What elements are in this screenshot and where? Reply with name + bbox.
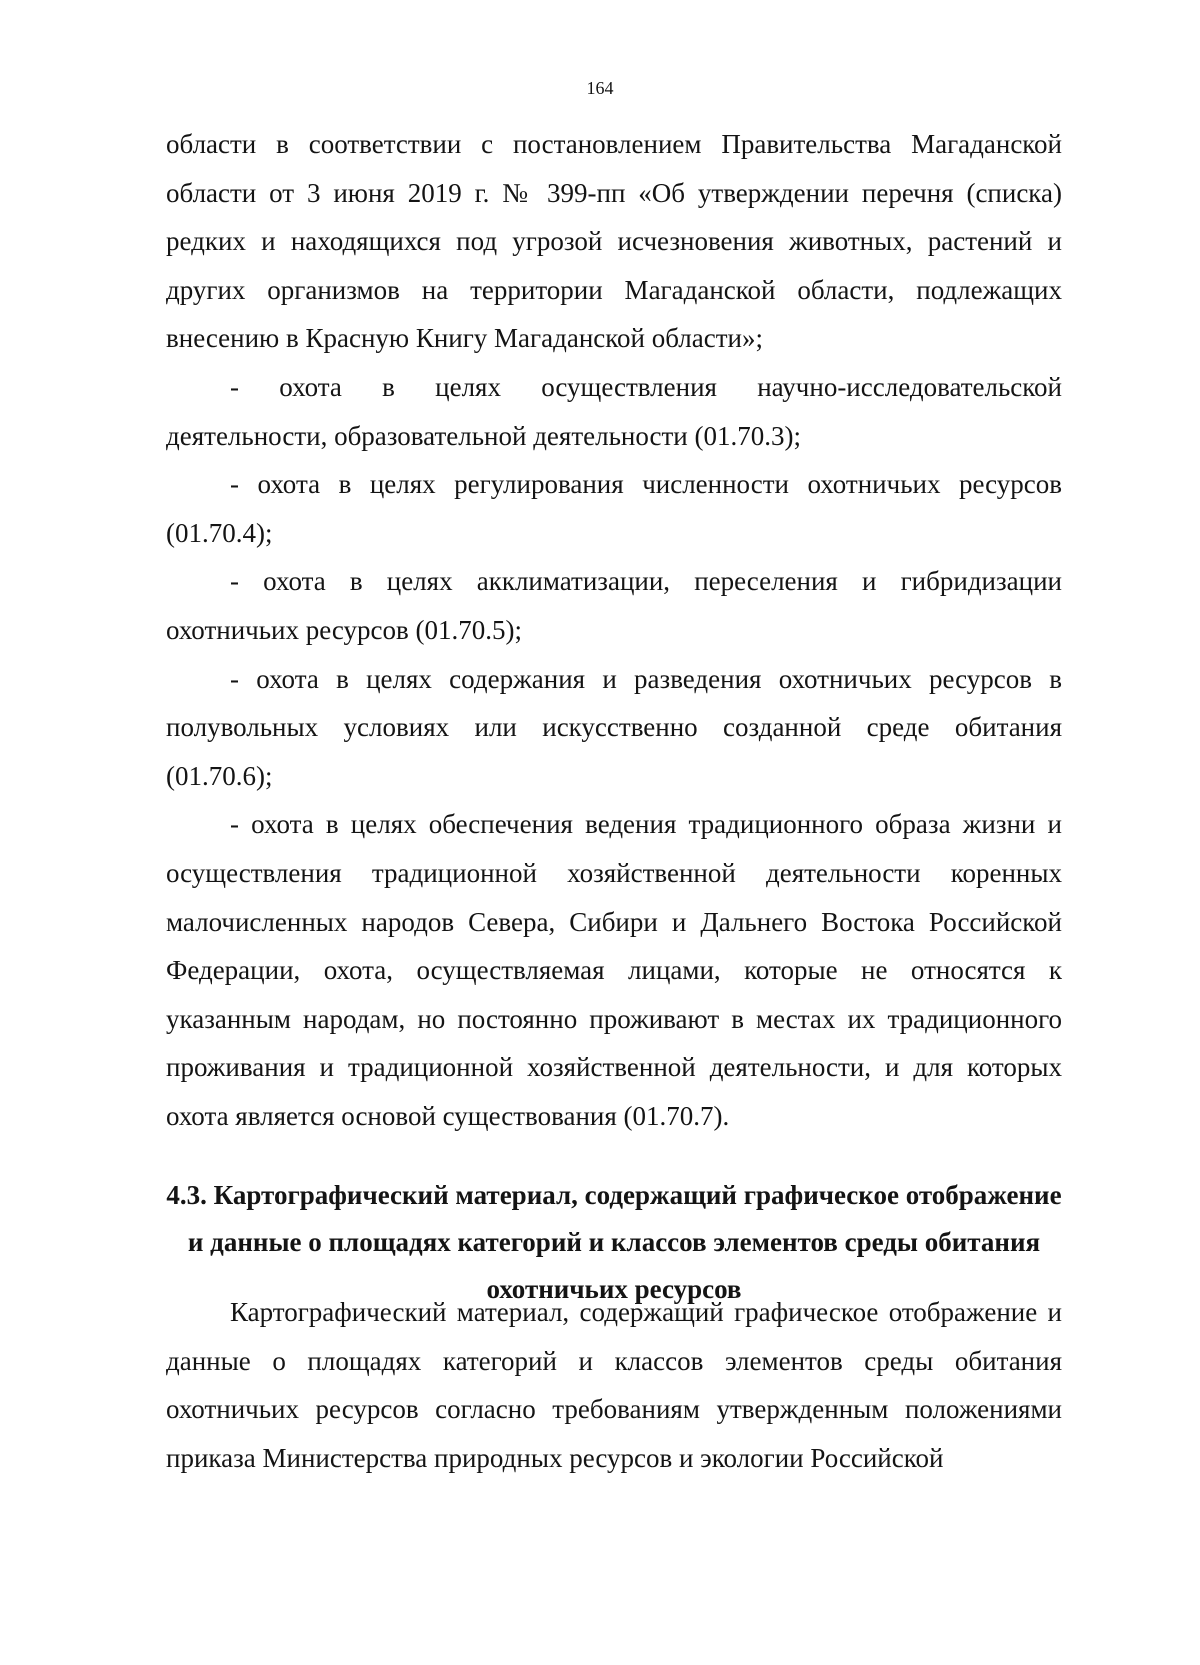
- paragraph-continuation: области в соответствии с постановлением Правительства Магаданской области от 3 июня 2019 г. № 399-пп «Об утверждении перечня (списка) редких и находящихся под угрозой исчезновения животных, растений и других организмов на территории Магаданской области, подлежащих внесению в Красную Книгу Магаданской области»;: [166, 129, 1062, 354]
- list-item-semi-free-breeding: - охота в целях содержания и разведения охотничьих ресурсов в полувольных условиях или искусственно созданной среде обитания (01.70.6);: [166, 663, 1062, 791]
- page-number: 164: [586, 78, 614, 98]
- list-item-traditional-lifestyle: - охота в целях обеспечения ведения традиционного образа жизни и осуществления традиционной хозяйственной деятельности коренных малочисленных народов Севера, Сибири и Дальнего Востока Российской Федерации, охота, осуществляемая лицами, которые не относятся к указанным народам, но постоянно проживают в местах их традиционного проживания и традиционной хозяйственной деятельности, и для которых охота является основой существования (01.70.7).: [166, 809, 1062, 1131]
- section-heading: 4.3. Картографический материал, содержащий графическое отображение и данные о площадях категорий и классов элементов среды обитания охотничьих ресурсов: [166, 1180, 1062, 1304]
- list-item-population-regulation: - охота в целях регулирования численности охотничьих ресурсов (01.70.4);: [166, 469, 1062, 548]
- paragraph-cartographic-material: Картографический материал, содержащий графическое отображение и данные о площадях категорий и классов элементов среды обитания охотничьих ресурсов согласно требованиям утвержденным положениями приказа Министерства природных ресурсов и экологии Российской: [166, 1297, 1062, 1473]
- body-text-top: [166, 120, 1062, 1140]
- list-item-acclimatization: - охота в целях акклиматизации, переселения и гибридизации охотничьих ресурсов (01.70.5);: [166, 566, 1062, 645]
- body-text-bottom: [166, 1288, 1062, 1482]
- list-item-research-hunting: - охота в целях осуществления научно-исследовательской деятельности, образовательной деятельности (01.70.3);: [166, 371, 1062, 451]
